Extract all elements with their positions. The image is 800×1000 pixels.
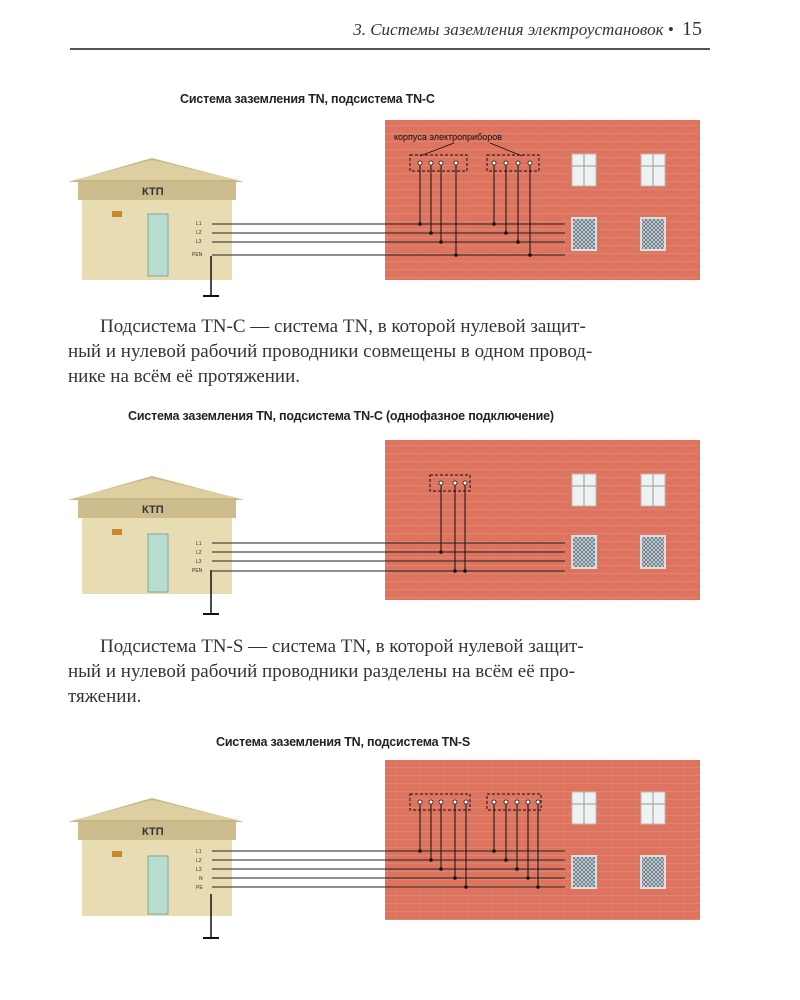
chapter-title: 3. Системы заземления электроустановок (353, 20, 664, 39)
paragraph-line: Подсистема TN-S — система TN, в которой нулевой защит- (100, 636, 584, 657)
header-text: 3. Системы заземления электроустановок • 15 (353, 18, 702, 40)
terminal-l2: L2 (196, 230, 202, 236)
diagram-tn-c (0, 110, 800, 310)
paragraph-line: нике на всём её протяжении. (68, 366, 301, 387)
terminal-pe: PE (196, 885, 203, 891)
terminal-l3: L3 (196, 867, 202, 873)
paragraph-tn-s (68, 634, 710, 709)
terminal-n: N (199, 876, 203, 882)
terminal-l1: L1 (196, 541, 202, 547)
diagram-tn-s (0, 752, 800, 952)
terminal-l3: L3 (196, 239, 202, 245)
diagram-caption-tn-s: Система заземления TN, подсистема TN-S (216, 735, 471, 749)
terminal-pen: PEN (192, 568, 203, 574)
terminal-l1: L1 (196, 221, 202, 227)
terminal-l2: L2 (196, 550, 202, 556)
paragraph-line: ный и нулевой рабочий проводники совмещены в одном провод- (68, 341, 593, 362)
diagram-caption-tn-c-single-phase: Система заземления TN, подсистема TN-C (однофазное подключение) (128, 409, 554, 423)
running-header (70, 14, 710, 50)
paragraph-line: Подсистема TN-C — система TN, в которой нулевой защит- (100, 316, 586, 337)
paragraph-line: тяжении. (68, 686, 142, 707)
housing-label: корпуса электроприборов (394, 132, 503, 142)
paragraph-tn-c (68, 314, 710, 389)
ktp-label: КТП (142, 826, 164, 838)
page-number: 15 (682, 18, 702, 40)
ktp-label: КТП (142, 186, 164, 198)
ktp-label: КТП (142, 504, 164, 516)
terminal-l1: L1 (196, 849, 202, 855)
terminal-pen: PEN (192, 252, 203, 258)
terminal-l3: L3 (196, 559, 202, 565)
diagram-tn-c-single-phase (0, 430, 800, 630)
paragraph-line: ный и нулевой рабочий проводники разделены на всём её про- (68, 661, 575, 682)
brick-building (385, 120, 700, 280)
terminal-l2: L2 (196, 858, 202, 864)
diagram-caption-tn-c: Система заземления TN, подсистема TN-C (180, 92, 435, 106)
ktp-substation (68, 158, 244, 280)
